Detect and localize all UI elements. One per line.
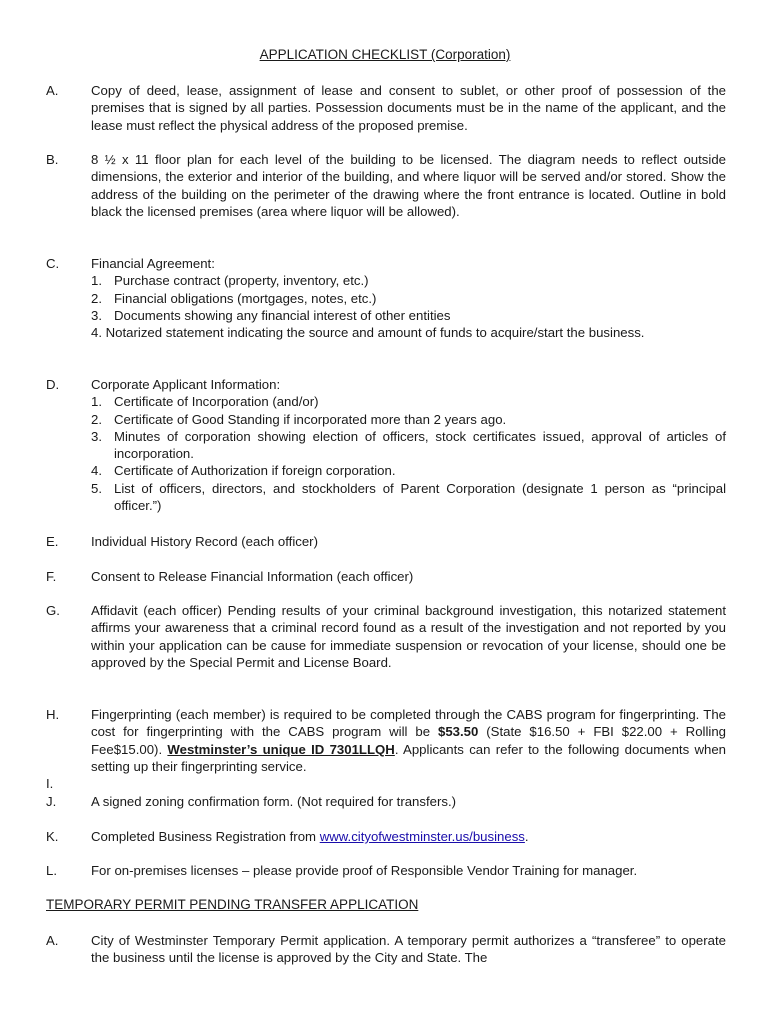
- checklist-item-e: [46, 533, 726, 550]
- item-letter: L.: [46, 863, 57, 878]
- item-text: Completed Business Registration from www.cityofwestminster.us/business.: [91, 829, 529, 844]
- item-body: [91, 255, 726, 341]
- item-body: [91, 376, 726, 514]
- item-text: Affidavit (each officer) Pending results of your criminal background investigation, this notarized statement affirms your awareness that a criminal record found as a result of the investigation and not reported by you within your application can be cause for immediate suspension or revocation of your license, should one be approved by the Special Permit and License Board.: [91, 603, 726, 670]
- fingerprint-cost: $53.50: [438, 724, 479, 740]
- item-text: Fingerprinting (each member) is required to be completed through the CABS program for fingerprinting. The cost for fingerprinting with the CABS program will be $53.50 (State $16.50 + FBI $22.00 + Rolling Fee$15.00). Westminster’s unique ID 7301LLQH. Applicants can refer to the following documents when setting up their fingerprinting service.: [91, 707, 726, 774]
- item-letter: D.: [46, 377, 60, 392]
- list-item: 4. Certificate of Authorization if foreign corporation.: [91, 463, 396, 479]
- section-heading-temporary-permit: TEMPORARY PERMIT PENDING TRANSFER APPLICATION: [46, 897, 419, 912]
- item-letter: I.: [46, 776, 54, 791]
- item-text: Copy of deed, lease, assignment of lease and consent to sublet, or other proof of possession of the premises that is signed by all parties. Possession documents must be in the name of the applicant, and the lease must reflect the physical address of the proposed premise.: [91, 83, 726, 133]
- checklist-item-l: [46, 862, 726, 879]
- item-letter: E.: [46, 534, 59, 549]
- item-heading: Financial Agreement:: [91, 256, 215, 271]
- checklist-item-j: [46, 793, 726, 810]
- item-letter: J.: [46, 794, 57, 809]
- item-letter: K.: [46, 829, 59, 844]
- list-item: 3. Minutes of corporation showing election of officers, stock certificates issued, approval of articles of incorporation.: [91, 428, 726, 462]
- list-item: 1. Purchase contract (property, inventory, etc.): [91, 273, 369, 289]
- item-letter: F.: [46, 569, 57, 584]
- item-letter: H.: [46, 707, 60, 722]
- business-registration-link[interactable]: www.cityofwestminster.us/business: [319, 829, 525, 844]
- item-letter: A.: [46, 933, 59, 948]
- checklist-item-h: [46, 706, 726, 775]
- item-text: A signed zoning confirmation form. (Not required for transfers.): [91, 794, 457, 809]
- item-text: Individual History Record (each officer): [91, 534, 318, 549]
- page-title: APPLICATION CHECKLIST (Corporation): [259, 47, 511, 62]
- item-letter: C.: [46, 256, 60, 271]
- temporary-permit-item-a: [46, 932, 726, 967]
- checklist-item-c: [46, 255, 726, 341]
- checklist-item-f: [46, 568, 726, 585]
- checklist-item-a: [46, 82, 726, 134]
- westminster-unique-id: Westminster’s unique ID 7301LLQH: [167, 741, 395, 757]
- item-text: Consent to Release Financial Information (each officer): [91, 569, 414, 584]
- item-text: 8 ½ x 11 floor plan for each level of the building to be licensed. The diagram needs to reflect outside dimensions, the exterior and interior of the building, and where liquor will be served and/or stored. Show the address of the building on the perimeter of the drawing where the front entrance is located. Outline in bold black the licensed premises (area where liquor will be allowed).: [91, 152, 726, 219]
- list-item: 5. List of officers, directors, and stockholders of Parent Corporation (designate 1 person as “principal officer.”): [91, 480, 726, 514]
- item-text: City of Westminster Temporary Permit application. A temporary permit authorizes a “transferee” to operate the business until the license is approved by the City and State. The: [91, 933, 726, 966]
- checklist-item-g: [46, 602, 726, 671]
- checklist-item-d: [46, 376, 726, 514]
- checklist-item-k: [46, 828, 726, 845]
- list-item: 3. Documents showing any financial interest of other entities: [91, 307, 451, 323]
- list-item-extra: 4. Notarized statement indicating the source and amount of funds to acquire/start the business.: [91, 325, 645, 341]
- item-heading: Corporate Applicant Information:: [91, 377, 281, 392]
- list-item: 1. Certificate of Incorporation (and/or): [91, 394, 319, 410]
- list-item: 2. Certificate of Good Standing if incorporated more than 2 years ago.: [91, 411, 507, 427]
- list-item: 2. Financial obligations (mortgages, notes, etc.): [91, 290, 377, 306]
- item-letter: B.: [46, 152, 59, 167]
- item-text: For on-premises licenses – please provide proof of Responsible Vendor Training for manager.: [91, 863, 638, 878]
- checklist-item-b: [46, 151, 726, 220]
- item-letter: G.: [46, 603, 60, 618]
- item-letter: A.: [46, 83, 59, 98]
